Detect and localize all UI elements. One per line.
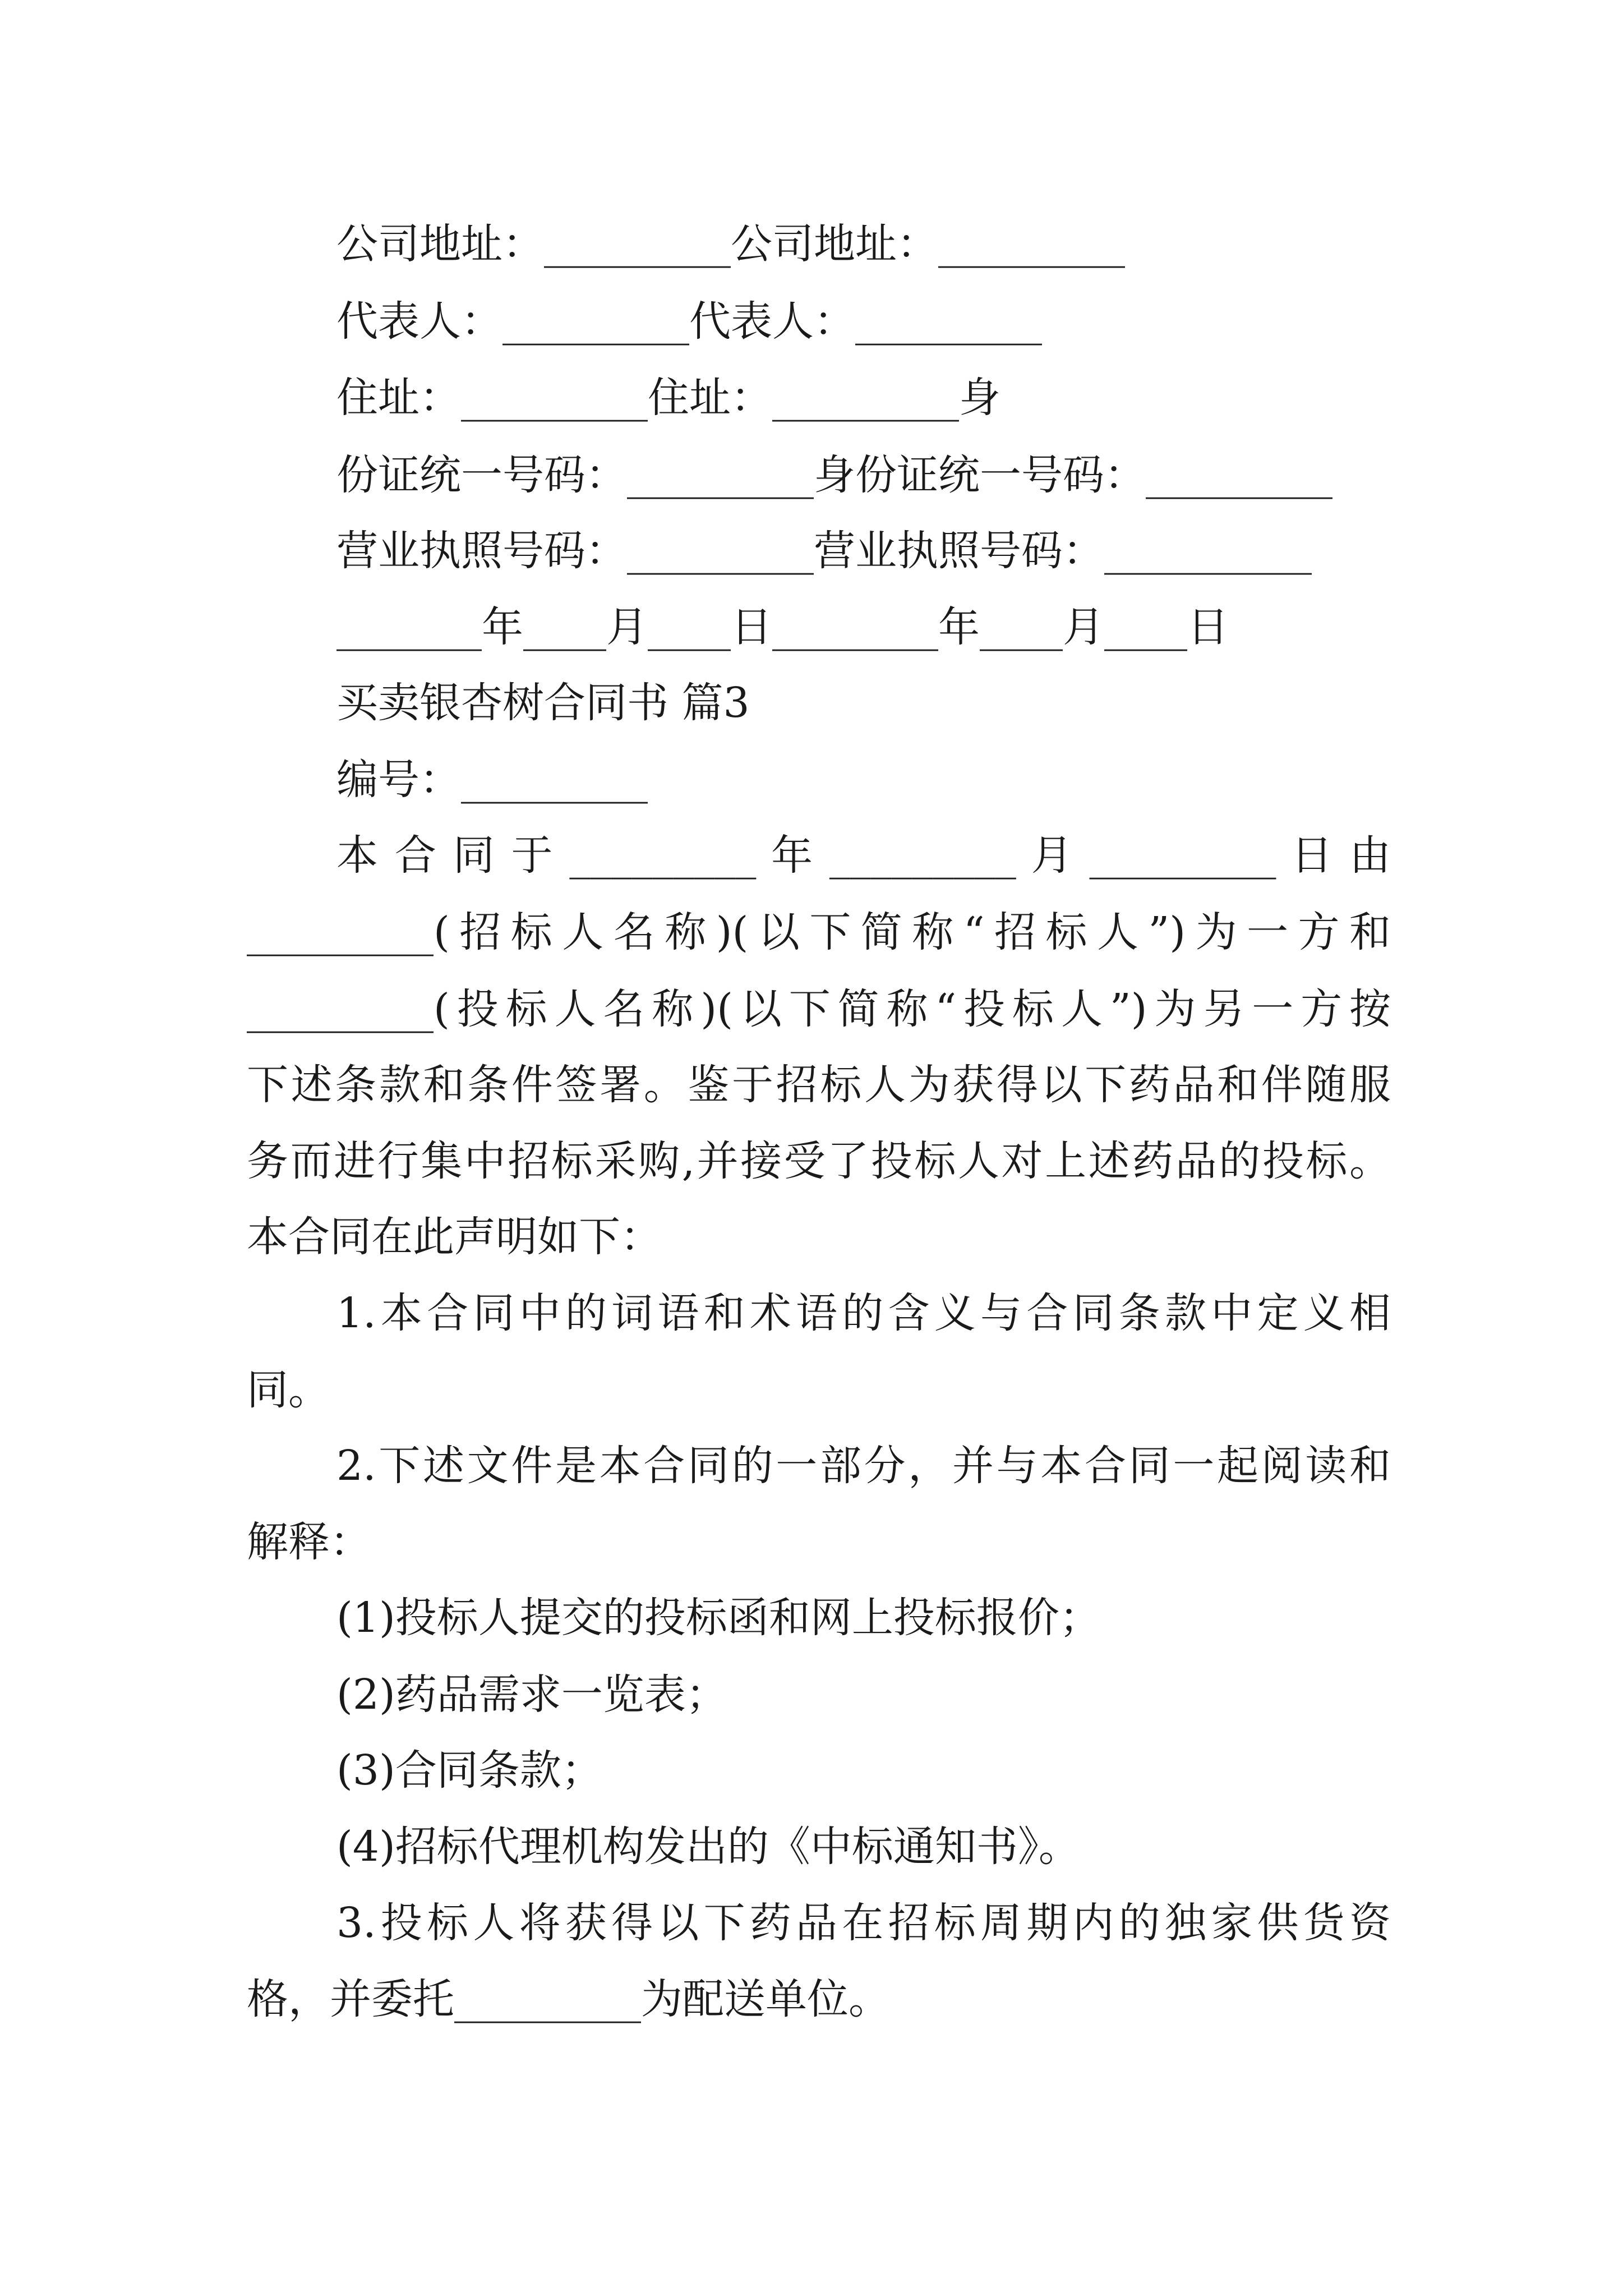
- company-address-line: 公司地址：_________公司地址：_________: [336, 220, 1125, 268]
- date-line: _______年____月____日________年____月____日: [336, 603, 1229, 651]
- list-item: (2)药品需求一览表；: [336, 1671, 727, 1719]
- clause-2-line: 2.下述文件是本合同的一部分，并与本合同一起阅读和: [336, 1442, 1391, 1490]
- residence-line: 住址：_________住址：_________身: [336, 374, 1000, 422]
- id-number-line: 份证统一号码：_________身份证统一号码：_________: [336, 451, 1332, 499]
- paragraph-line: _________(招标人名称)(以下简称“招标人”)为一方和: [247, 908, 1391, 956]
- paragraph-line: 本 合 同 于 _________ 年 _________ 月 _________ 日 由: [336, 831, 1391, 880]
- paragraph-line: 务而进行集中招标采购,并接受了投标人对上述药品的投标。: [247, 1137, 1391, 1185]
- clause-3-line: 格，并委托_________为配送单位。: [247, 1975, 890, 2023]
- clause-1-line: 1.本合同中的词语和术语的含义与合同条款中定义相: [336, 1289, 1391, 1337]
- clause-3-line: 3.投标人将获得以下药品在招标周期内的独家供货资: [336, 1899, 1391, 1947]
- clause-2-line: 解释：: [247, 1518, 371, 1566]
- list-item: (1)投标人提交的投标函和网上投标报价；: [336, 1594, 1101, 1642]
- representative-line: 代表人：_________代表人：_________: [336, 297, 1042, 346]
- contract-number-line: 编号：_________: [336, 756, 648, 804]
- section-title: 买卖银杏树合同书 篇3: [336, 679, 750, 727]
- paragraph-line: 本合同在此声明如下：: [247, 1213, 662, 1261]
- list-item: (3)合同条款；: [336, 1746, 603, 1795]
- business-license-line: 营业执照号码：_________营业执照号码：__________: [336, 527, 1312, 575]
- paragraph-line: 下述条款和条件签署。鉴于招标人为获得以下药品和伴随服: [247, 1061, 1391, 1109]
- clause-1-line: 同。: [247, 1366, 330, 1414]
- paragraph-line: _________(投标人名称)(以下简称“投标人”)为另一方按: [247, 985, 1391, 1033]
- list-item: (4)招标代理机构发出的《中标通知书》。: [336, 1823, 1080, 1871]
